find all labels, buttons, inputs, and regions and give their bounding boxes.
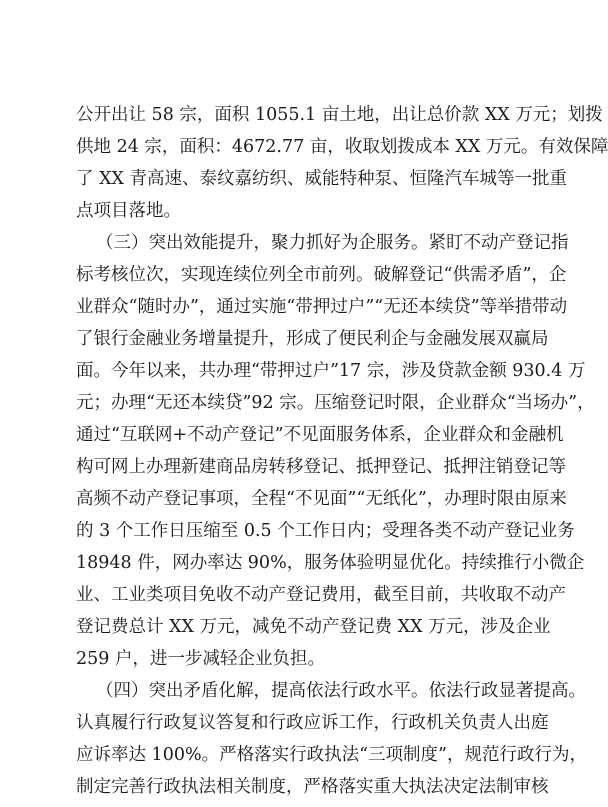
text-line: 通过“互联网+不动产登记”不见面服务体系，企业群众和金融机 (76, 425, 564, 445)
text-line: 元；办理“无还本续贷”92 宗。压缩登记时限，企业群众“当场办”， (76, 393, 595, 413)
text-line: 了 XX 青高速、泰纹嘉纺织、威能特种泵、恒隆汽车城等一批重 (76, 169, 568, 189)
text-line: 构可网上办理新建商品房转移登记、抵押登记、抵押注销登记等 (76, 457, 566, 477)
text-line: 业、工业类项目免收不动产登记费用，截至目前，共收取不动产 (76, 585, 566, 605)
section-three-heading-line: （三）突出效能提升，聚力抓好为企服务。紧盯不动产登记指 (96, 233, 569, 253)
text-line: 标考核位次，实现连续位列全市前列。破解登记“供需矛盾”，企 (76, 265, 567, 285)
text-line: 18948 件，网办率达 90%，服务体验明显优化。持续推行小微企 (76, 553, 585, 573)
text-line: 了银行金融业务增量提升，形成了便民利企与金融发展双赢局 (76, 329, 549, 349)
text-line: 制定完善行政执法相关制度，严格落实重大执法决定法制审核 (76, 777, 549, 797)
text-line: 公开出让 58 宗，面积 1055.1 亩土地，出让总价款 XX 万元；划拨 (76, 105, 603, 125)
text-line: 业群众“随时办”，通过实施“带押过户”“无还本续贷”等举措带动 (76, 297, 568, 317)
text-line: 面。今年以来，共办理“带押过户”17 宗，涉及贷款金额 930.4 万 (76, 361, 586, 381)
text-line: 的 3 个工作日压缩至 0.5 个工作日内；受理各类不动产登记业务 (76, 521, 575, 541)
text-line: 点项目落地。 (76, 201, 181, 221)
text-line: 259 户，进一步减轻企业负担。 (76, 649, 325, 669)
text-line: 登记费总计 XX 万元，减免不动产登记费 XX 万元，涉及企业 (76, 617, 551, 637)
text-line: 高频不动产登记事项，全程“不见面”“无纸化”，办理时限由原来 (76, 489, 567, 509)
text-line: 供地 24 宗，面积：4672.77 亩，收取划拨成本 XX 万元。有效保障 (76, 137, 608, 157)
text-line: 认真履行行政复议答复和行政应诉工作，行政机关负责人出庭 (76, 713, 549, 733)
text-line: 应诉率达 100%。严格落实行政执法“三项制度”，规范行政行为， (76, 745, 587, 765)
section-four-heading-line: （四）突出矛盾化解，提高依法行政水平。依法行政显著提高。 (96, 681, 586, 701)
